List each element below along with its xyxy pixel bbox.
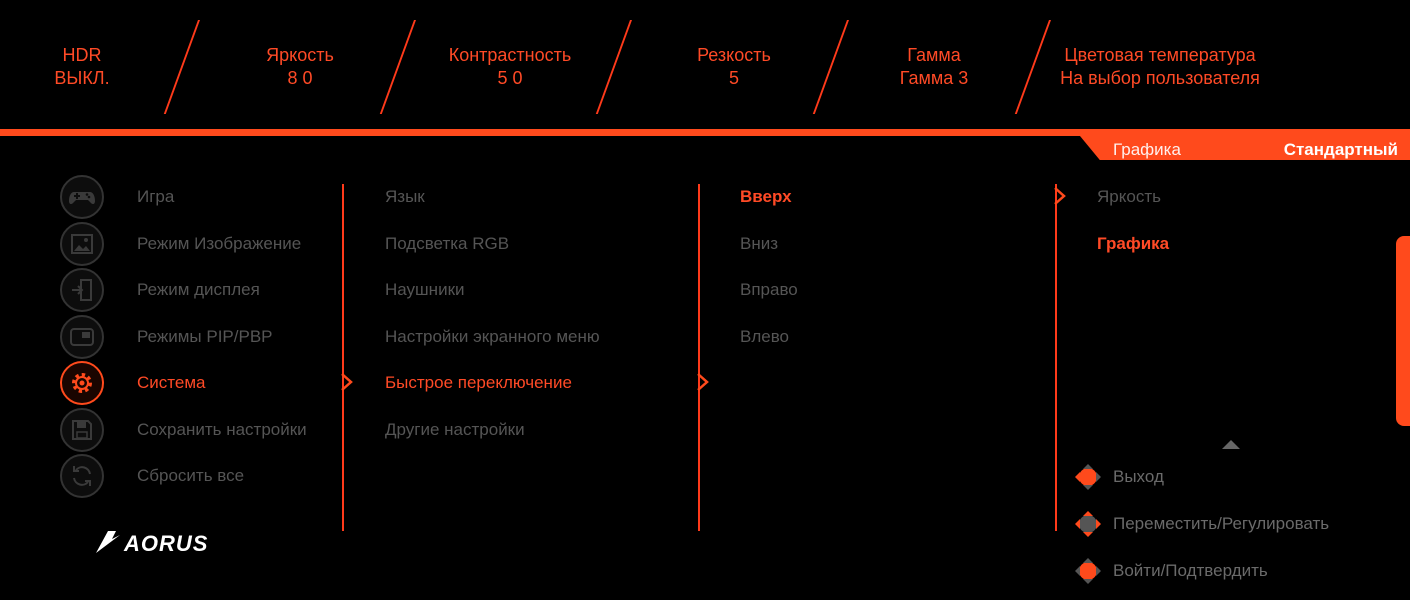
stat-sharpness (674, 44, 794, 90)
save-icon (60, 408, 104, 452)
joystick-exit-icon (1073, 462, 1103, 492)
direction-menu (740, 174, 798, 360)
stat-contrast (440, 44, 580, 90)
menu-item-system[interactable] (60, 360, 206, 407)
mode-category: Графика (1113, 140, 1181, 159)
menu-item-picture-mode[interactable] (60, 221, 302, 268)
stat-value: 5 (728, 68, 739, 88)
image-icon (60, 222, 104, 266)
menu-item-headphones[interactable]: Наушники (385, 280, 465, 299)
top-status-bar (0, 0, 1410, 130)
menu-item-down[interactable]: Вниз (740, 233, 779, 253)
menu-item-other-settings[interactable]: Другие настройки (385, 419, 525, 439)
menu-item-pip-pbp[interactable] (60, 314, 273, 361)
legend-enter (1073, 547, 1329, 594)
stat-label: Яркость (266, 45, 334, 65)
main-menu (60, 174, 307, 500)
gamepad-icon (60, 175, 104, 219)
separator (380, 20, 416, 114)
stat-value: ВЫКЛ. (54, 68, 110, 88)
menu-item-right[interactable]: Вправо (740, 280, 798, 299)
input-icon (60, 268, 104, 312)
menu-item-osd-settings[interactable]: Настройки экранного меню (385, 326, 600, 346)
menu-item-language[interactable]: Язык (385, 187, 425, 206)
separator (596, 20, 632, 114)
stat-brightness (240, 44, 360, 90)
menu-item-label: Режим дисплея (137, 280, 260, 300)
stat-value: 5 0 (497, 68, 523, 88)
aorus-logo (94, 527, 228, 562)
stat-hdr (52, 44, 112, 90)
stat-label: Цветовая температура (1064, 45, 1256, 65)
assignment-menu (1097, 174, 1169, 267)
menu-item-label: Система (137, 373, 206, 393)
menu-item-display-mode[interactable] (60, 267, 260, 314)
menu-item-label: Режимы PIP/PBP (137, 326, 273, 346)
chevron-right-icon (340, 373, 354, 391)
gear-icon (60, 361, 104, 405)
stat-value: 8 0 (287, 68, 313, 88)
stat-label: HDR (62, 45, 102, 65)
option-graphics[interactable]: Графика (1097, 233, 1170, 253)
menu-item-label: Игра (137, 187, 175, 207)
joystick-enter-icon (1073, 556, 1103, 586)
logo-text: AORUS (124, 531, 209, 556)
stat-label: Гамма (907, 45, 961, 65)
chevron-right-icon (1053, 187, 1067, 205)
menu-item-label: Сохранить настройки (137, 419, 307, 439)
separator (1015, 20, 1051, 114)
menu-item-game[interactable] (60, 174, 175, 221)
stat-color-temp (1052, 44, 1268, 90)
scrollbar[interactable] (1396, 236, 1410, 426)
mode-name: Стандартный (1283, 140, 1398, 159)
stat-label: Контрастность (448, 45, 572, 65)
pip-icon (60, 315, 104, 359)
separator (164, 20, 200, 114)
legend-label: Выход (1113, 466, 1164, 486)
menu-item-quick-switch[interactable]: Быстрое переключение (385, 373, 572, 392)
legend-exit (1073, 453, 1329, 500)
column-divider (342, 184, 344, 531)
stat-label: Резкость (697, 45, 771, 65)
joystick-move-icon (1073, 509, 1103, 539)
menu-item-rgb-light[interactable]: Подсветка RGB (385, 233, 510, 253)
menu-item-up[interactable]: Вверх (740, 187, 792, 206)
option-brightness[interactable]: Яркость (1097, 187, 1161, 206)
legend-label: Переместить/Регулировать (1113, 513, 1330, 533)
menu-item-save-settings[interactable] (60, 407, 307, 454)
legend-label: Войти/Подтвердить (1113, 560, 1268, 580)
system-menu (385, 174, 600, 453)
control-legend (1073, 453, 1329, 594)
column-divider (698, 184, 700, 531)
separator (813, 20, 849, 114)
stat-value: На выбор пользователя (1060, 68, 1260, 88)
legend-move (1073, 500, 1329, 547)
menu-item-left[interactable]: Влево (740, 326, 790, 346)
stat-gamma (884, 44, 984, 90)
column-divider (1055, 184, 1057, 531)
menu-item-label: Режим Изображение (137, 233, 302, 253)
stat-value: Гамма 3 (899, 68, 969, 88)
chevron-right-icon (696, 373, 710, 391)
menu-item-reset-all[interactable] (60, 453, 245, 500)
scroll-up-arrow-icon[interactable] (1222, 440, 1240, 449)
header-divider (0, 129, 1410, 136)
reset-icon (60, 454, 104, 498)
menu-item-label: Сбросить все (137, 466, 245, 486)
